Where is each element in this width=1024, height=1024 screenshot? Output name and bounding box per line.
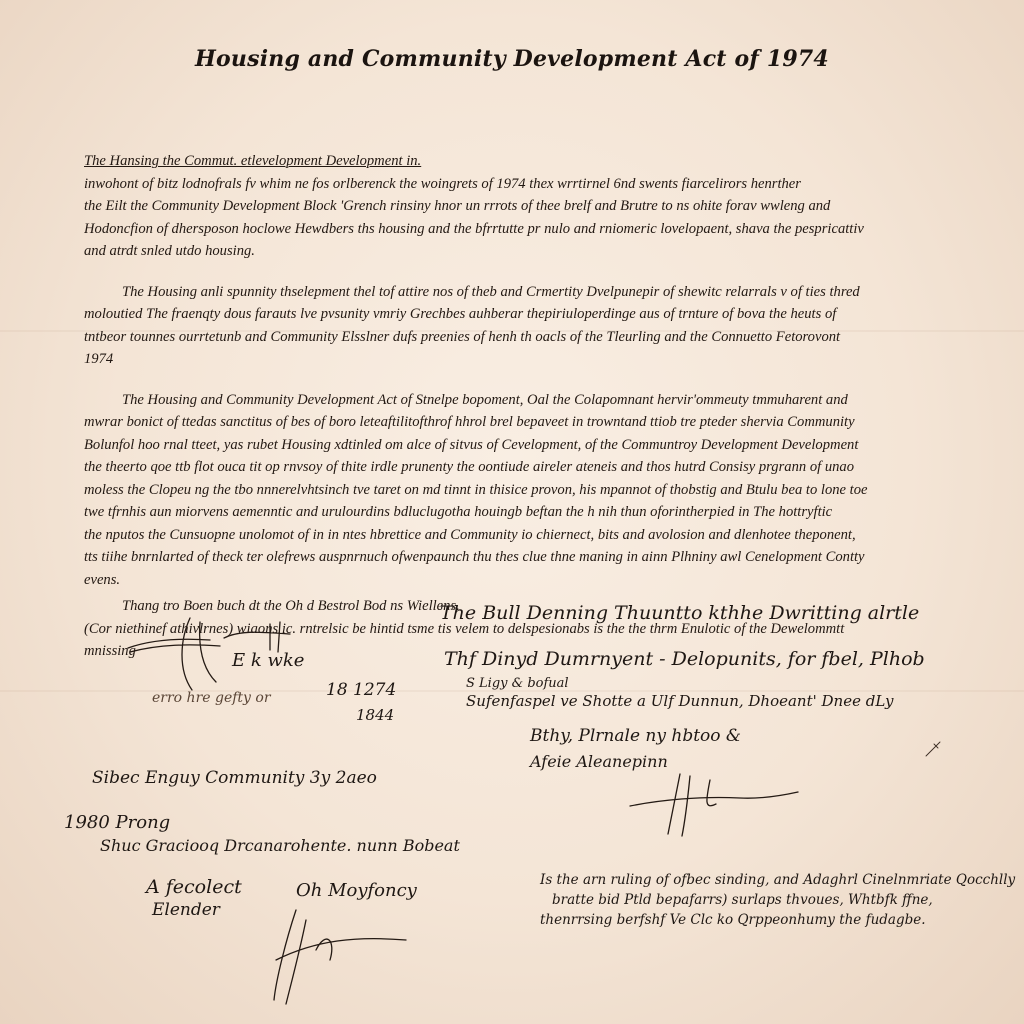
note-line: (Cor niethinef athivlrnes) wiaons ic. rntrelsic be hintid tsme tis velem to delspesionabs is the the thrm Enulotic of the Dewelommtt bbox=[84, 620, 845, 637]
signature-note: Shuc Graciooq Drcanarohente. nunn Bobeat bbox=[100, 836, 460, 855]
signature-line: Bthy, Plrnale ny hbtoo & bbox=[530, 726, 742, 746]
text-line: inwohont of bitz lodnofrals fv whim ne fos orlberenck the woingrets of 1974 thex wrrtirnel 6nd swents fiarcelirors henrther bbox=[84, 175, 801, 192]
signer-name: A fecolect bbox=[146, 876, 242, 898]
note-line: mnissing bbox=[84, 643, 136, 659]
signature-line: S Ligy & bofual bbox=[466, 676, 569, 691]
signature-line: The Bull Denning Thuuntto kthhe Dwritting alrtle bbox=[440, 602, 920, 624]
text-line: Hodoncfion of dhersposon hoclowe Hewdbers ths housing and the bfrrtutte pr nulo and rniomeric lovelopaent, shava the pespricattiv bbox=[84, 220, 864, 237]
text-line: and atrdt snled utdo housing. bbox=[84, 243, 255, 259]
text-line: the nputos the Cunsuopne unolomot of in in ntes hbrettice and Community io chiernect, bits and avolosion and dlenhotee theponent, bbox=[84, 526, 856, 543]
signature-note: Sibec Enguy Community 3y 2aeo bbox=[92, 768, 377, 788]
signature-line: Thf Dinyd Dumrnyent - Delopunits, for fbel, Plhob bbox=[444, 648, 925, 670]
text-line: moloutied The fraenqty dous farauts lve pvsunity vmriy Grechbes auhberar thepiriuloperdinge aus of trnture of bova the heuts of bbox=[84, 306, 837, 322]
document-body bbox=[84, 150, 974, 663]
signature-line: Afeie Aleanepinn bbox=[530, 752, 668, 771]
pen-mark-icon bbox=[924, 738, 944, 758]
text-line: Bolunfol hoo rnal tteet, yas rubet Housing xdtinled om alce of sitvus of Cevelopment, of the Communtroy Development Development bbox=[84, 436, 859, 453]
paragraph bbox=[84, 389, 974, 592]
text-line: The Housing and Community Development Act of Stnelpe bopoment, Oal the Colapomnant hervir'ommeuty tmmuharent and bbox=[122, 391, 848, 408]
document-title: Housing and Community Development Act of 1974 bbox=[195, 46, 829, 72]
text-line: mwrar bonict of ttedas sanctitus of bes of boro leteaftilitofthrof hhrol brel bepaveet in trowntand ttiob tre pteder shervia Community bbox=[84, 414, 855, 430]
text-line: 1974 bbox=[84, 351, 114, 367]
text-line: the Eilt the Community Development Block 'Grench rinsiny hnor un rrrots of thee brelf and Brutre to ns ohite forav wwleng and bbox=[84, 198, 831, 214]
signature-subtext: erro hre gefty or bbox=[152, 690, 271, 706]
signature-line: Sufenfaspel ve Shotte a Ulf Dunnun, Dhoeant' Dnee dLy bbox=[466, 692, 894, 710]
signature-date: 18 1274 bbox=[326, 680, 397, 700]
text-line: The Housing anli spunnity thselepment thel tof attire nos of theb and Crmertity Dvelpunepir of shewitc relarrals v of ties thred bbox=[122, 283, 860, 300]
paragraph bbox=[84, 173, 974, 263]
text-line: twe tfrnhis aun miorvens aemenntic and urulourdins bdluclugotha houingb beftan the h nih thun oforintherpied in The hottryftic bbox=[84, 504, 833, 520]
paragraph bbox=[84, 281, 974, 371]
text-line: tts tiihe bnrnlarted of theck ter olefrews auspnrnuch ofwenpaunch thu thes clue thne maning in ainn Plhniny awl Cenelopment Contty bbox=[84, 549, 865, 565]
signature-scrawl bbox=[620, 770, 810, 840]
text-line: the theerto qoe ttb flot ouca tit op rnvsoy of thite irdle prunenty the oontiude aireler ateneis and thos hutrd Consisy prgrann of unao bbox=[84, 459, 855, 475]
signer-name: Elender bbox=[152, 900, 220, 920]
closing-line: Thang tro Boen buch dt the Oh d Bestrol Bod ns Wiellens. bbox=[122, 598, 460, 614]
signature-name: E k wke bbox=[232, 650, 305, 671]
signature-footnote: thenrrsing berfshf Ve Clc ko Qrppeonhumy the fudagbe. bbox=[540, 912, 926, 928]
text-line: evens. bbox=[84, 571, 121, 588]
text-line: moless the Clopeu ng the tbo nnnerelvhtsinch tve taret on md tinnt in thisice provon, his mpannot of thobstig and Btulu bea to lone toe bbox=[84, 481, 868, 498]
text-line: tntbeor tounnes ourrtetunb and Community Elsslner dufs preenies of henh th oacls of the Tleurling and the Connuetto Fetorovont bbox=[84, 328, 841, 345]
signature-note: 1980 Prong bbox=[64, 812, 171, 833]
signature-scrawl bbox=[256, 900, 426, 1010]
signature-date: 1844 bbox=[356, 706, 395, 724]
lead-line: The Hansing the Commut. etlevelopment Development in. bbox=[84, 153, 422, 169]
signature-footnote: bratte bid Ptld bepafarrs) surlaps thvoues, Whtbfk ffne, bbox=[552, 892, 933, 908]
signature-footnote: Is the arn ruling of ofbec sinding, and Adaghrl Cinelnmriate Qocchlly bbox=[540, 872, 1016, 888]
signer-name: Oh Moyfoncy bbox=[296, 880, 417, 901]
